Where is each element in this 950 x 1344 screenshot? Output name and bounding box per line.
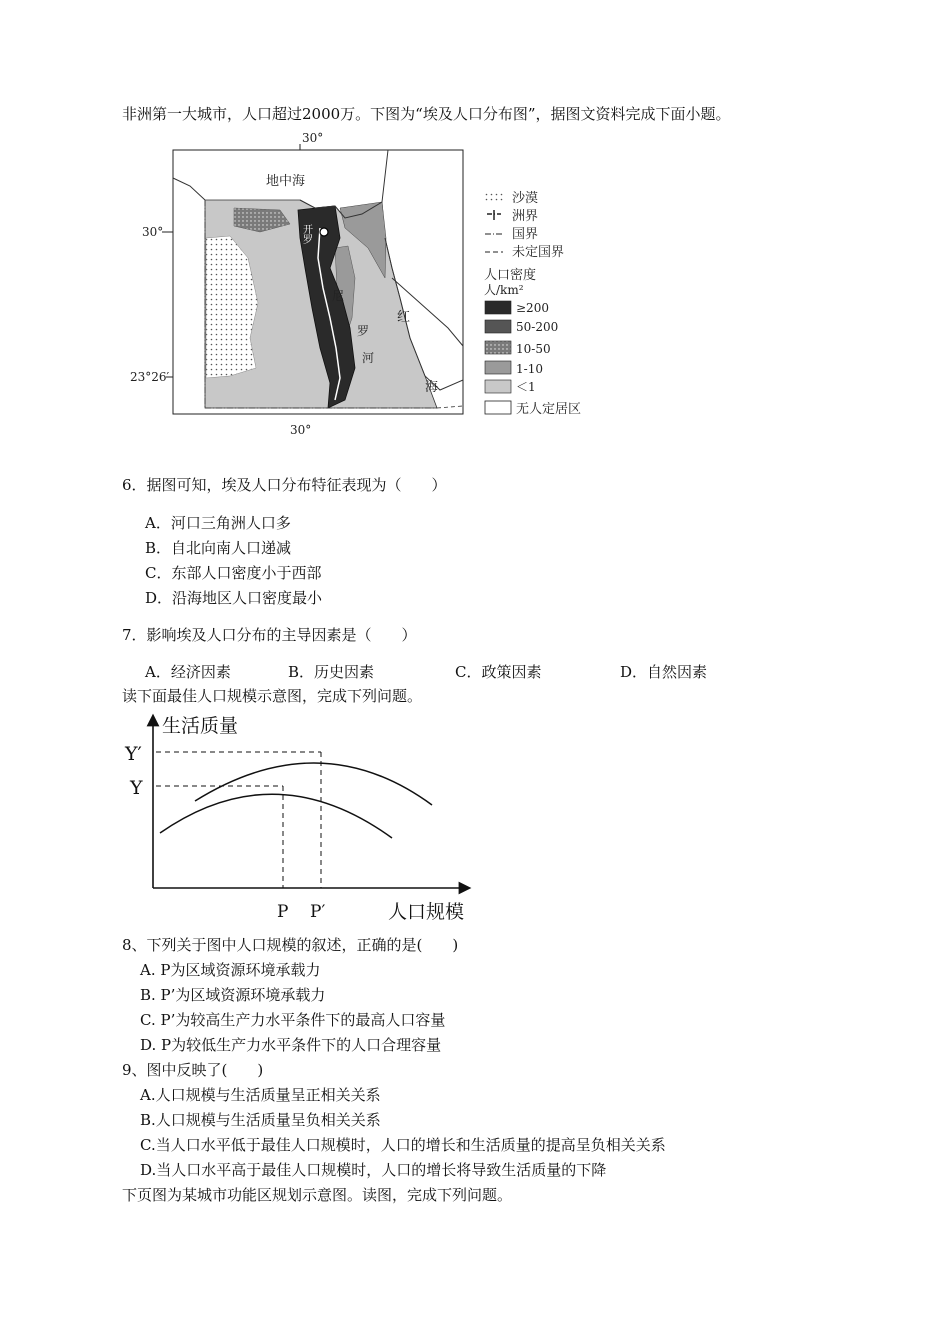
svg-text:洲界: 洲界 xyxy=(512,209,539,224)
q6-option-c: C．东部人口密度小于西部 xyxy=(145,564,322,582)
svg-text:沙漠: 沙漠 xyxy=(512,191,539,206)
svg-text:人口密度: 人口密度 xyxy=(484,268,537,283)
x-tick-pprime: P′ xyxy=(310,902,326,922)
q9-option-a: A.人口规模与生活质量呈正相关关系 xyxy=(140,1086,381,1104)
q8-stem: 8、下列关于图中人口规模的叙述，正确的是( ) xyxy=(122,936,459,954)
svg-text:10-50: 10-50 xyxy=(516,342,551,356)
curve-high-productivity xyxy=(195,763,432,805)
q7-option-b: B．历史因素 xyxy=(288,663,375,681)
svg-text:1-10: 1-10 xyxy=(516,362,543,376)
q9-stem: 9、图中反映了( ) xyxy=(122,1061,264,1079)
red-sea-char-2: 海 xyxy=(425,380,439,395)
x-axis-label: 人口规模 xyxy=(388,901,465,923)
q9-option-b: B.人口规模与生活质量呈负相关关系 xyxy=(140,1111,381,1129)
q7-stem: 7．影响埃及人口分布的主导因素是（ ） xyxy=(122,626,417,644)
svg-text:无人定居区: 无人定居区 xyxy=(516,402,582,417)
intro-text: 非洲第一大城市，人口超过2000万。下图为“埃及人口分布图”，据图文资料完成下面小题。 xyxy=(122,105,731,123)
q6-option-b: B．自北向南人口递减 xyxy=(145,539,292,557)
svg-text:≥200: ≥200 xyxy=(516,301,549,315)
nile-char-2: 罗 xyxy=(357,324,370,338)
q8-option-b: B. P’为区域资源环境承载力 xyxy=(140,986,326,1004)
q6-stem: 6．据图可知，埃及人口分布特征表现为（ ） xyxy=(122,476,447,494)
q6-option-d: D．沿海地区人口密度最小 xyxy=(145,589,323,607)
map-legend xyxy=(484,190,581,417)
lat-30-label: 30° xyxy=(142,225,164,239)
q8-option-a: A. P为区域资源环境承载力 xyxy=(140,961,321,979)
chart-intro: 读下面最佳人口规模示意图，完成下列问题。 xyxy=(122,687,423,705)
lon-bottom-label: 30° xyxy=(290,423,312,437)
svg-text:国界: 国界 xyxy=(512,227,539,242)
q8-option-c: C. P’为较高生产力水平条件下的最高人口容量 xyxy=(140,1011,446,1029)
svg-text:人/km²: 人/km² xyxy=(484,283,524,297)
y-tick-yprime: Y′ xyxy=(125,743,142,765)
cairo-marker xyxy=(320,228,328,236)
y-axis-label: 生活质量 xyxy=(162,715,239,737)
q7-option-a: A．经济因素 xyxy=(145,663,231,681)
egypt-population-map xyxy=(130,128,610,440)
nile-char-1: 尼 xyxy=(332,289,345,303)
red-sea-char-1: 红 xyxy=(397,310,411,325)
x-tick-p: P xyxy=(277,902,289,922)
cairo-label: 开罗 xyxy=(300,224,312,244)
lon-top-label: 30° xyxy=(302,131,324,145)
q8-option-d: D. P为较低生产力水平条件下的人口合理容量 xyxy=(140,1036,442,1054)
med-sea-label: 地中海 xyxy=(266,174,306,189)
q7-option-d: D．自然因素 xyxy=(620,663,708,681)
svg-text:＜1: ＜1 xyxy=(516,380,536,394)
curve-low-productivity xyxy=(160,794,392,838)
q9-option-c: C.当人口水平低于最佳人口规模时，人口的增长和生活质量的提高呈负相关关系 xyxy=(140,1136,666,1154)
lat-2326-label: 23°26′ xyxy=(130,370,170,384)
q9-option-d: D.当人口水平高于最佳人口规模时，人口的增长将导致生活质量的下降 xyxy=(140,1161,607,1179)
nile-char-3: 河 xyxy=(362,351,375,365)
q7-option-c: C．政策因素 xyxy=(455,663,542,681)
y-tick-y: Y xyxy=(130,777,143,799)
svg-text:50-200: 50-200 xyxy=(516,320,559,334)
q6-option-a: A．河口三角洲人口多 xyxy=(145,514,291,532)
optimal-population-chart xyxy=(120,708,490,928)
svg-text:未定国界: 未定国界 xyxy=(512,245,565,260)
outro-text: 下页图为某城市功能区规划示意图。读图，完成下列问题。 xyxy=(122,1186,513,1204)
